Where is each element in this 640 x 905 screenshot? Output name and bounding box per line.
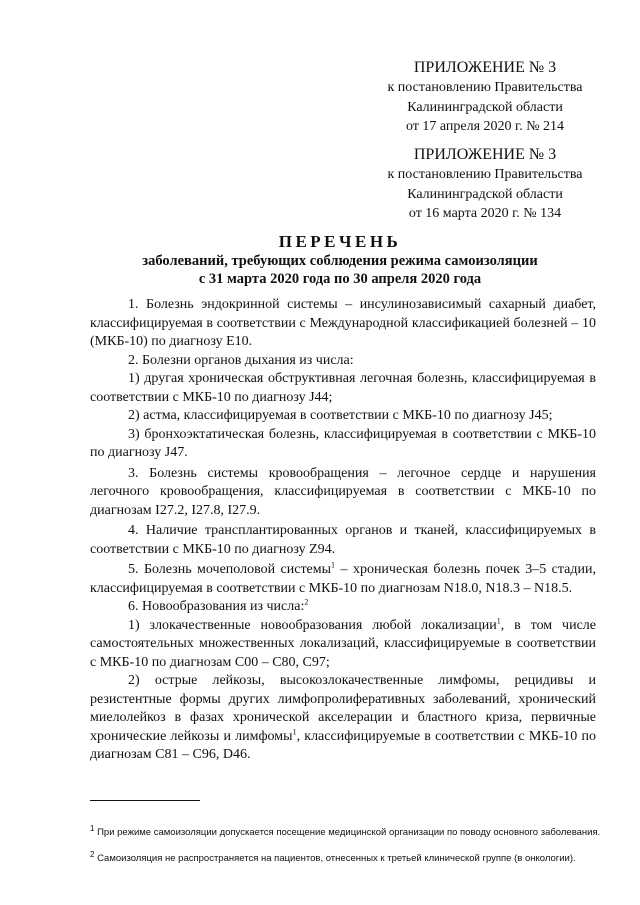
footnote-ref: 1 [292, 726, 297, 736]
list-subitem: 1) другая хроническая обструктивная легочная болезнь, классифицируемая в соответствии с МКБ-10 по диагнозу J44; [90, 371, 596, 405]
subtitle-line: с 31 марта 2020 года по 30 апреля 2020 года [198, 271, 482, 287]
appendix-date-line: от 16 марта 2020 г. № 134 [408, 206, 562, 221]
footnote-ref: 1 [496, 615, 501, 625]
footnote-number: 1 [90, 823, 95, 833]
appendix-header-current [355, 58, 615, 137]
document-body [90, 296, 596, 765]
item-text: , в том числе самостоятельных множественных локализаций, классифицируемые в соответствии с МКБ-10 по диагнозам C00 – C80, C97; [90, 617, 596, 670]
footnote-2 [90, 849, 610, 865]
item-text: – хроническая болезнь почек 3–5 стадии, классифицируемая в соответствии с МКБ-10 по диагнозам N18.0, N18.3 – N18.5. [90, 562, 596, 596]
item-text: 1) злокачественные новообразования любой локализации [128, 617, 497, 633]
document-subtitle [90, 252, 590, 288]
document-title: ПЕРЕЧЕНЬ [278, 232, 402, 251]
list-subitem [90, 672, 596, 765]
appendix-line: Калининградской области [407, 99, 563, 115]
footnote-text: Самоизоляция не распространяется на пациентов, отнесенных к третьей клинической группе (в онкологии). [94, 853, 576, 864]
appendix-line: к постановлению Правительства [387, 167, 583, 182]
appendix-date-line: от 17 апреля 2020 г. № 214 [405, 119, 565, 134]
footnote-ref: 1 [331, 560, 336, 570]
footnote-text: При режиме самоизоляции допускается посещение медицинской организации по поводу основного заболевания. [94, 827, 601, 838]
item-text: 5. Болезнь мочеполовой системы [128, 562, 332, 577]
footnote-1 [90, 823, 610, 839]
list-item [90, 598, 596, 617]
appendix-title: ПРИЛОЖЕНИЕ № 3 [413, 59, 557, 76]
footnote-number: 2 [90, 849, 95, 859]
list-subitem [90, 617, 596, 673]
appendix-header-original [355, 145, 615, 224]
list-subitem: 2) астма, классифицируемая в соответствии с МКБ-10 по диагнозу J45; [128, 408, 553, 423]
footnote-divider [90, 800, 200, 801]
list-item [90, 561, 596, 598]
list-item: 3. Болезнь системы кровообращения – легочное сердце и нарушения легочного кровообращения, классифицируемая в соответствии с МКБ-10 по диагнозам I27.2, I27.8, I27.9. [90, 465, 596, 518]
list-item: 4. Наличие трансплантированных органов и тканей, классифицируемых в соответствии с МКБ-10 по диагнозу Z94. [90, 523, 596, 557]
footnote-ref: 2 [304, 597, 309, 607]
subtitle-line: заболеваний, требующих соблюдения режима самоизоляции [142, 253, 538, 269]
item-text: , классифицируемые в соответствии с МКБ-10 по диагнозам C81 – C96, D46. [90, 728, 597, 762]
appendix-title: ПРИЛОЖЕНИЕ № 3 [413, 146, 557, 163]
item-text: 2) острые лейкозы, высокозлокачественные лимфомы, рецидивы и резистентные формы других лимфопролиферативных заболеваний, хронический миелолейкоз в фазах хронической акселерации и бластного криза, первичные хронические лейкозы и лимфомы [90, 673, 596, 744]
item-text: 6. Новообразования из числа: [128, 599, 305, 614]
appendix-line: Калининградской области [407, 186, 563, 202]
list-item: 2. Болезни органов дыхания из числа: [128, 352, 354, 368]
list-subitem: 3) бронхоэктатическая болезнь, классифицируемая в соответствии с МКБ-10 по диагнозу J47. [90, 426, 596, 460]
list-item: 1. Болезнь эндокринной системы – инсулинозависимый сахарный диабет, классифицируемая в соответствии с Международной классификацией болезней – 10 (МКБ-10) по диагнозу E10. [90, 297, 596, 349]
appendix-line: к постановлению Правительства [387, 80, 583, 95]
